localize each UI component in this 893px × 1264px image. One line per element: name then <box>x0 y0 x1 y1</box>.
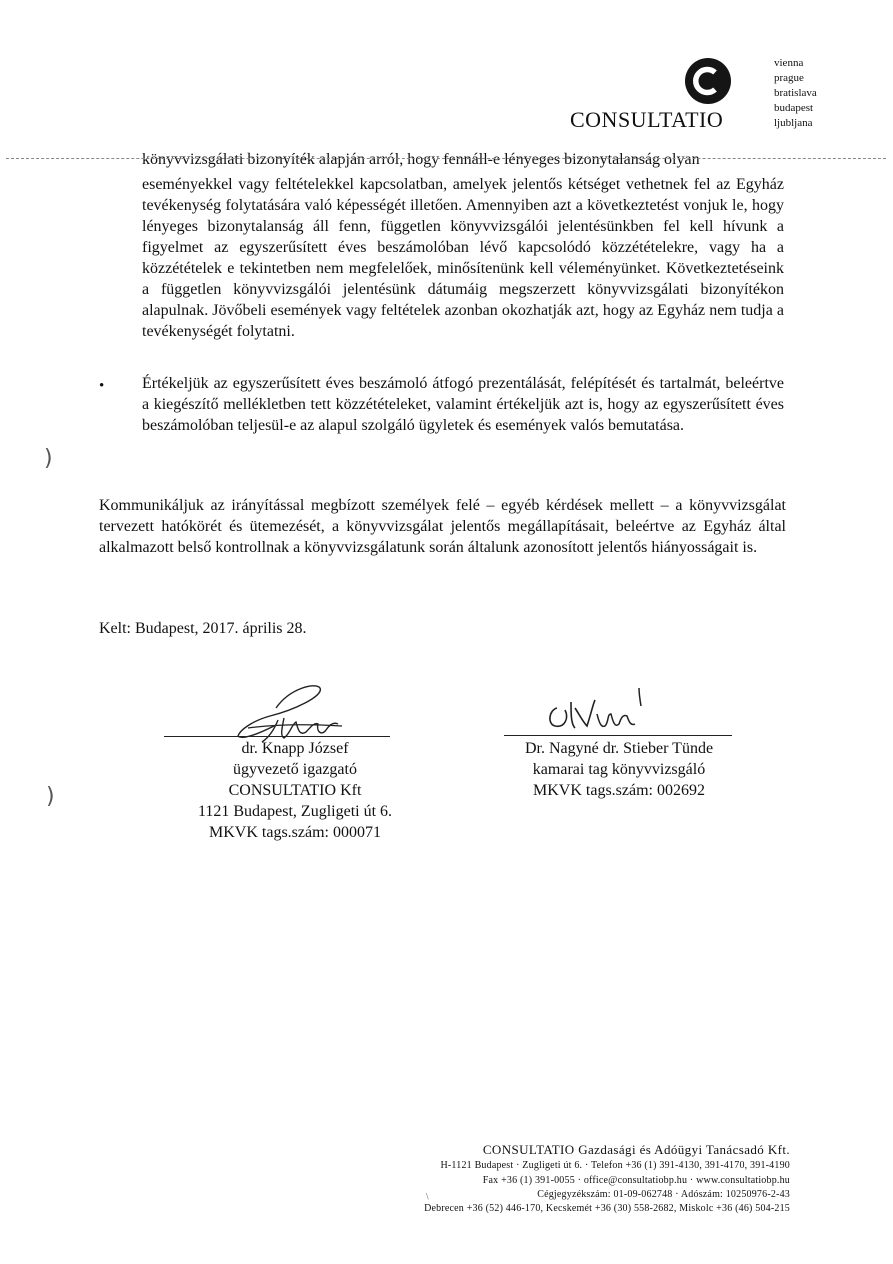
continued-text-line: könyvvizsgálati bizonyíték alapján arról, hogy fennáll-e lényeges bizonytalanság olyan <box>142 151 700 168</box>
signature-line-left <box>164 736 390 737</box>
signer-name: dr. Knapp József <box>241 740 349 757</box>
signature-line-right <box>504 735 732 736</box>
city-prague: prague <box>774 72 804 84</box>
signer-title: ügyvezető igazgató <box>233 761 357 778</box>
city-budapest: budapest <box>774 102 814 114</box>
date-line: Kelt: Budapest, 2017. április 28. <box>99 620 307 637</box>
signature-block-right <box>470 738 768 801</box>
consultatio-logo-icon <box>684 57 732 105</box>
signer-company: CONSULTATIO Kft <box>228 782 362 799</box>
signer-name: Dr. Nagyné dr. Stieber Tünde <box>524 740 714 757</box>
footer-address-phone: H-1121 Budapest · Zugligeti út 6. · Telefon +36 (1) 391-4130, 391-4170, 391-4190 <box>440 1160 790 1171</box>
footer-branch-offices: Debrecen +36 (52) 446-170, Kecskemét +36 (30) 558-2682, Miskolc +36 (46) 504-215 <box>424 1203 790 1214</box>
body-paragraph-going-concern: eseményekkel vagy feltételekkel kapcsolatban, amelyek jelentős kétséget vethetnek fel az Egyház tevékenység folytatására való képességét illetően. Amennyiben azt a következtetést vonjuk le, hogy lényeges bizonytalanság áll fenn, független könyvvizsgálói jelentésünkben fel kell hívunk a figyelmet az egyszerűsített éves beszámolóban lévő kapcsolódó közzétételekre, vagy ha a közzétételek e tekintetben nem megfelelőek, minősítenünk kell véleményünket. Következtetéseink a független könyvvizsgálói jelentésünk dátumáig megszerzett könyvvizsgálati bizonyítékon alapulnak. Jövőbeli események vagy feltételek azonban okozhatják azt, hogy az Egyház nem tudja a tevékenységét folytatni. <box>142 176 784 340</box>
city-vienna: vienna <box>774 57 804 69</box>
city-bratislava: bratislava <box>774 87 817 99</box>
body-paragraph-communication: Kommunikáljuk az irányítással megbízott személyek felé – egyéb kérdések mellett – a könyvvizsgálat tervezett hatókörét és ütemezését, a könyvvizsgálat jelentős megállapításait, beleértve az Egyház által alkalmazott belső kontrollnak a könyvvizsgálatunk során általunk azonosított jelentős hiányosságait is. <box>99 497 786 556</box>
signer-registration: MKVK tags.szám: 000071 <box>209 824 381 841</box>
punch-mark-upper: ) <box>44 446 53 471</box>
signer-address: 1121 Budapest, Zugligeti út 6. <box>197 803 393 820</box>
footer-fax-email-web: Fax +36 (1) 391-0055 · office@consultatiobp.hu · www.consultatiobp.hu <box>482 1175 790 1186</box>
punch-mark-lower: ) <box>46 784 55 809</box>
signature-block-left <box>150 738 440 843</box>
signer-registration: MKVK tags.szám: 002692 <box>533 782 705 799</box>
bullet-item-presentation: Értékeljük az egyszerűsített éves beszámoló átfogó prezentálását, felépítését és tartalmát, beleértve a kiegészítő mellékletben tett közzétételeket, valamint értékeljük azt is, hogy az egyszerűsített éves beszámolóban teljesül-e az alapul szolgáló ügyletek és események valós bemutatása. <box>142 375 784 434</box>
signature-stieber-icon <box>535 684 655 740</box>
footer-registration-tax: Cégjegyzékszám: 01-09-062748 · Adószám: 10250976-2-43 <box>537 1189 790 1200</box>
city-ljubljana: ljubljana <box>774 117 813 129</box>
header-divider <box>6 158 886 159</box>
bullet-dot: • <box>99 378 105 394</box>
footer-company-name: CONSULTATIO Gazdasági és Adóügyi Tanácsadó Kft. <box>482 1142 790 1157</box>
office-cities-list <box>774 56 817 131</box>
signer-title: kamarai tag könyvvizsgáló <box>532 761 706 778</box>
scan-mark: \ <box>426 1192 429 1201</box>
logo-wordmark: CONSULTATIO <box>570 107 724 132</box>
